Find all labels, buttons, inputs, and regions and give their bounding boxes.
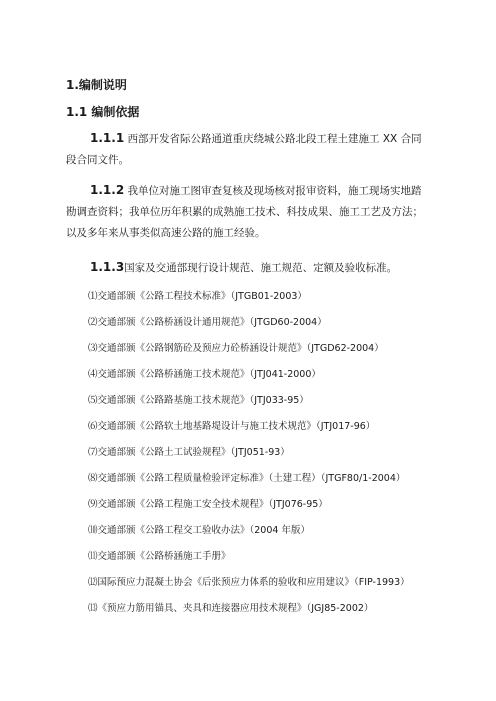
reference-item: ⑷交通部颁《公路桥涵施工技术规范》（JTJ041-2000） [88,369,321,380]
paragraph-1-1-3 [66,257,431,279]
reference-item: ⑿国际预应力混凝土协会《后张预应力体系的验收和应用建议》（FIP-1993） [88,577,410,588]
reference-item: ⑽交通部颁《公路工程交工验收办法》（2004 年版） [88,525,310,536]
reference-item: ⑸交通部颁《公路路基施工技术规范》（JTJ033-95） [88,395,309,406]
paragraph-text: 国家及交通部现行设计规范、施工规范、定额及验收标准。 [124,262,398,274]
paragraph-text: 西部开发省际公路通道重庆绕城公路北段工程土建施工 XX 合同段合同文件。 [66,133,422,166]
reference-item: ⑴交通部颁《公路工程技术标准》（JTGB01-2003） [88,291,307,302]
paragraph-number: 1.1.1 [90,131,125,145]
reference-item: ⒀《预应力筋用锚具、夹具和连接器应用技术规程》（JGJ85-2002） [88,603,374,614]
reference-item: ⑾交通部颁《公路桥涵施工手册》 [88,551,231,562]
reference-list [88,284,410,622]
reference-item: ⑶交通部颁《公路钢筋砼及预应力砼桥涵设计规范》（JTGD62-2004） [88,343,384,354]
reference-item: ⑺交通部颁《公路土工试验规程》（JTJ051-93） [88,447,290,458]
paragraph-number: 1.1.3 [90,260,125,274]
paragraph-number: 1.1.2 [90,183,125,197]
paragraph-text: 我单位对施工图审查复核及现场核对报审资料，施工现场实地踏勘调查资料；我单位历年积累的成熟施工技术、科技成果、施工工艺及方法；以及多年来从事类似高速公路的施工经验。 [66,185,423,239]
section-heading: 1.编制说明 [66,78,127,92]
reference-item: ⑻交通部颁《公路工程质量检验评定标准》（土建工程）（JTGF80/1-2004） [88,473,406,484]
paragraph-1-1-2 [66,180,431,244]
paragraph-1-1-1 [66,128,431,171]
reference-item: ⑵交通部颁《公路桥涵设计通用规范》（JTGD60-2004） [88,317,327,328]
subsection-heading: 1.1 编制依据 [66,105,140,119]
reference-item: ⑹交通部颁《公路软土地基路堤设计与施工技术规范》（JTJ017-96） [88,421,376,432]
reference-item: ⑼交通部颁《公路工程施工安全技术规程》（JTJ076-95） [88,499,328,510]
